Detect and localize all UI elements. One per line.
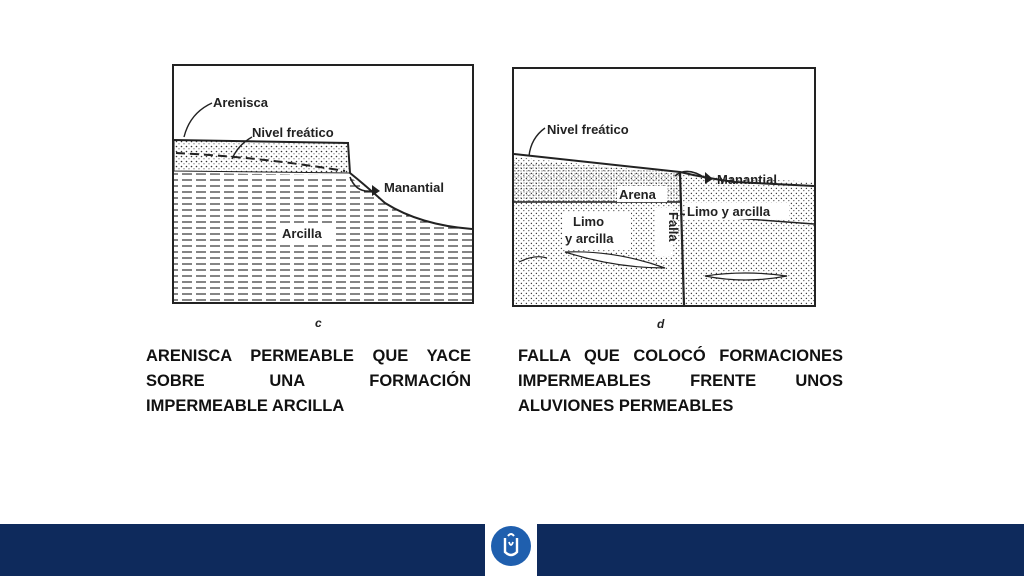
right-block-layer xyxy=(680,174,814,305)
label-arenisca: Arenisca xyxy=(213,95,268,110)
label-manantial: Manantial xyxy=(384,180,444,195)
diagram-c xyxy=(140,45,485,335)
label-letter-d: d xyxy=(657,317,665,331)
footer-logo-container xyxy=(485,520,537,576)
university-logo-icon xyxy=(491,526,531,566)
label-letter-c: c xyxy=(315,316,322,330)
label-arcilla: Arcilla xyxy=(282,226,322,241)
diagram-d xyxy=(505,62,825,334)
label-nivel-freatico-d: Nivel freático xyxy=(547,122,629,137)
label-manantial-d: Manantial xyxy=(717,172,777,187)
label-limo: Limo xyxy=(573,214,605,229)
label-arena: Arena xyxy=(619,187,656,202)
caption-left: ARENISCA PERMEABLE QUE YACE SOBRE UNA FORMACIÓN IMPERMEABLE ARCILLA xyxy=(146,347,471,415)
label-limo-y-arcilla-right: Limo y arcilla xyxy=(687,204,771,219)
label-falla: Falla xyxy=(666,212,681,242)
caption-right: FALLA QUE COLOCÓ FORMACIONES IMPERMEABLES FRENTE UNOS ALUVIONES PERMEABLES xyxy=(518,347,843,415)
label-y-arcilla: y arcilla xyxy=(565,231,614,246)
label-nivel-freatico: Nivel freático xyxy=(252,125,334,140)
